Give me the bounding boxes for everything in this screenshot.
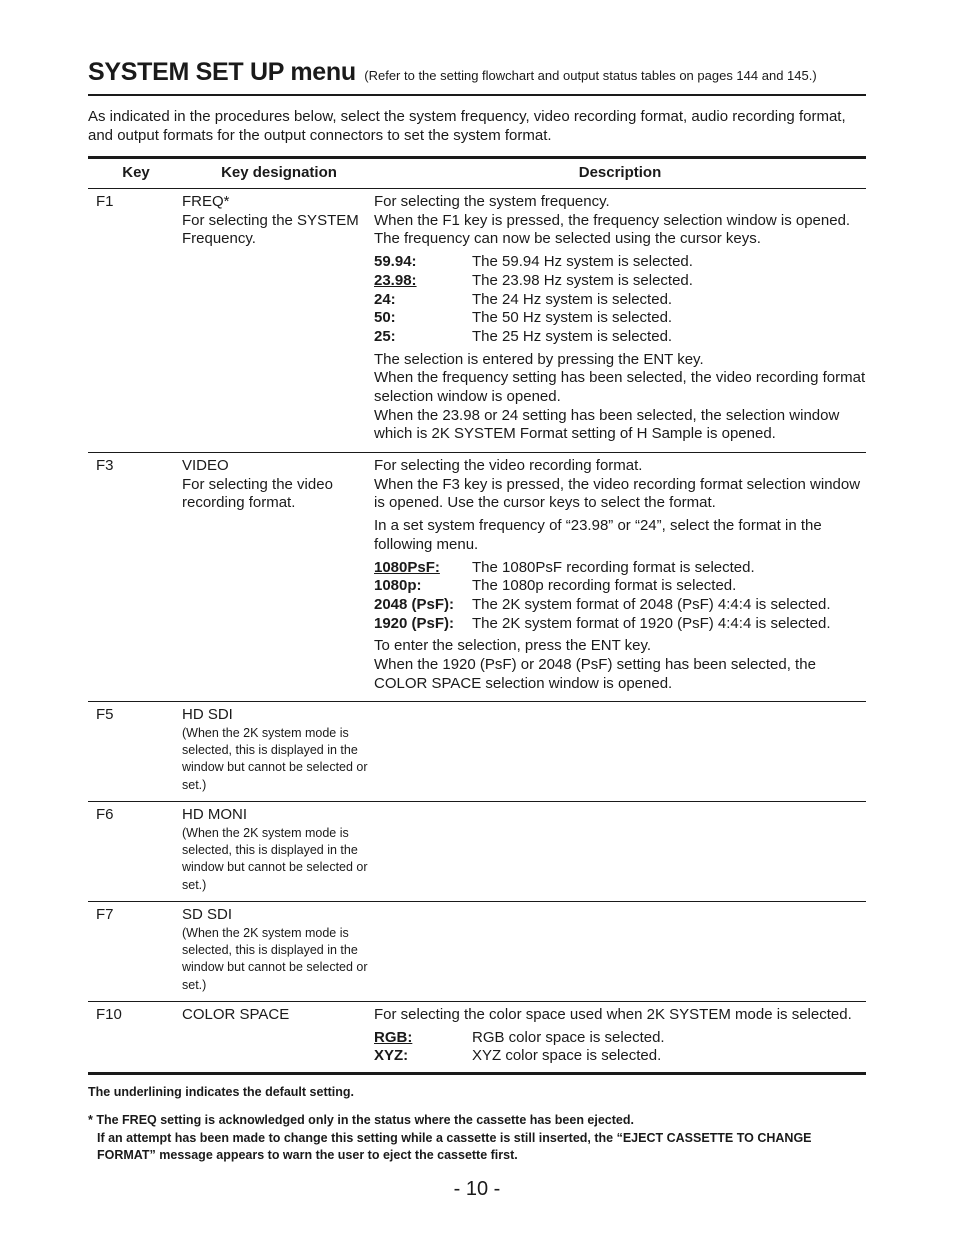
option-text: The 59.94 Hz system is selected. — [472, 253, 693, 271]
designation-cell — [174, 189, 374, 452]
option-key: 1080p: — [374, 577, 422, 595]
freq-note-line2: If an attempt has been made to change this setting while a cassette is still inserted, the “EJECT CASSETTE TO CHANGE FORMAT” message appears to warn the user to eject the cassette first. — [97, 1130, 812, 1162]
desc-line: When the frequency setting has been selected, the video recording format selection window is opened. — [374, 369, 866, 406]
option-key: 24: — [374, 290, 396, 308]
desc-line: When the 23.98 or 24 setting has been selected, the selection window which is 2K SYSTEM Format setting of H Sample is opened. — [374, 406, 840, 443]
description-outro — [374, 637, 866, 693]
key-cell: F3 — [96, 457, 114, 474]
key-cell: F1 — [96, 193, 114, 210]
designation-cell — [174, 453, 374, 701]
option-item — [374, 328, 866, 347]
key-cell: F7 — [96, 906, 114, 923]
header-designation: Key designation — [221, 164, 337, 181]
header-description: Description — [578, 164, 662, 181]
table-row-f3 — [88, 453, 866, 702]
desc-line: When the F3 key is pressed, the video recording format selection window is opened. Use the cursor keys to select the format. — [374, 475, 861, 512]
option-item-default — [374, 559, 866, 578]
designation-label: HD SDI — [182, 706, 233, 723]
designation-cell — [174, 802, 374, 901]
option-text: The 2K system format of 2048 (PsF) 4:4:4 is selected. — [472, 595, 831, 613]
freq-note-line1: * The FREQ setting is acknowledged only in the status where the cassette has been ejected. — [88, 1113, 634, 1127]
description-cell — [374, 189, 866, 452]
option-text: The 25 Hz system is selected. — [472, 327, 673, 345]
designation-label: VIDEO — [182, 457, 229, 474]
table-row-f7 — [88, 902, 866, 1002]
description-cell — [374, 702, 866, 801]
description-outro — [374, 351, 866, 445]
option-list — [374, 1029, 866, 1066]
description-intro: For selecting the color space used when 2K SYSTEM mode is selected. — [374, 1006, 852, 1023]
freq-footnote — [88, 1112, 866, 1165]
designation-note: (When the 2K system mode is selected, this is displayed in the window but cannot be selected or set.) — [182, 825, 368, 892]
option-key-underlined: RGB: — [374, 1028, 413, 1046]
option-item — [374, 309, 866, 328]
designation-label: COLOR SPACE — [182, 1006, 290, 1023]
page-title — [88, 58, 866, 96]
key-cell: F6 — [96, 806, 114, 823]
option-text: The 23.98 Hz system is selected. — [472, 271, 693, 289]
desc-line: To enter the selection, press the ENT key. — [374, 637, 652, 655]
designation-sub: For selecting the video recording format. — [182, 475, 333, 512]
designation-cell — [174, 1002, 374, 1072]
description-mid: In a set system frequency of “23.98” or “24”, select the format in the following menu. — [374, 517, 822, 553]
table-row-f5 — [88, 702, 866, 802]
table-row-f1 — [88, 189, 866, 453]
key-cell: F5 — [96, 706, 114, 723]
option-text: The 24 Hz system is selected. — [472, 290, 673, 308]
description-cell — [374, 1002, 866, 1072]
page-number: - 10 - — [453, 1178, 501, 1200]
option-list — [374, 253, 866, 347]
title-main: SYSTEM SET UP menu — [88, 58, 356, 86]
desc-line: For selecting the system frequency. — [374, 193, 610, 210]
desc-line: The selection is entered by pressing the ENT key. — [374, 350, 704, 368]
designation-label: FREQ* — [182, 193, 230, 210]
option-key — [374, 272, 472, 291]
description-cell — [374, 802, 866, 901]
menu-table — [88, 156, 866, 1075]
option-item-default — [374, 1029, 866, 1048]
option-item — [374, 1047, 866, 1066]
desc-line: The frequency can now be selected using the cursor keys. — [374, 230, 761, 248]
intro-paragraph: As indicated in the procedures below, select the system frequency, video recording format, audio recording format, and output formats for the output connectors to set the system format. — [88, 108, 846, 144]
designation-sub: For selecting the SYSTEM Frequency. — [182, 211, 359, 248]
table-row-f10 — [88, 1002, 866, 1072]
option-item — [374, 291, 866, 310]
designation-note: (When the 2K system mode is selected, this is displayed in the window but cannot be selected or set.) — [182, 925, 368, 992]
option-text: The 50 Hz system is selected. — [472, 309, 673, 327]
option-key-underlined: 1080PsF: — [374, 558, 440, 576]
option-key: 50: — [374, 309, 396, 327]
option-key: 59.94: — [374, 253, 417, 271]
description-intro — [374, 457, 866, 513]
option-key — [374, 1029, 472, 1048]
option-key: 25: — [374, 327, 396, 345]
option-item — [374, 596, 866, 615]
title-reference: (Refer to the setting flowchart and output status tables on pages 144 and 145.) — [364, 68, 817, 83]
option-key-underlined: 23.98: — [374, 271, 417, 289]
desc-line: For selecting the video recording format. — [374, 457, 643, 474]
header-key: Key — [122, 164, 150, 181]
option-key: 1920 (PsF): — [374, 614, 455, 632]
underline-note: The underlining indicates the default setting. — [88, 1085, 354, 1099]
designation-note: (When the 2K system mode is selected, this is displayed in the window but cannot be selected or set.) — [182, 725, 368, 792]
designation-cell — [174, 902, 374, 1001]
description-intro — [374, 193, 866, 249]
designation-cell — [174, 702, 374, 801]
option-text: The 2K system format of 1920 (PsF) 4:4:4 is selected. — [472, 614, 831, 632]
option-text: XYZ color space is selected. — [472, 1047, 662, 1065]
desc-line: When the 1920 (PsF) or 2048 (PsF) setting has been selected, the COLOR SPACE selection window is opened. — [374, 656, 816, 692]
option-text: The 1080PsF recording format is selected. — [472, 558, 755, 576]
option-key — [374, 559, 472, 578]
option-list — [374, 559, 866, 634]
option-key: 2048 (PsF): — [374, 595, 455, 613]
description-cell — [374, 902, 866, 1001]
option-text: The 1080p recording format is selected. — [472, 577, 737, 595]
option-text: RGB color space is selected. — [472, 1028, 665, 1046]
key-cell: F10 — [96, 1006, 122, 1023]
table-row-f6 — [88, 802, 866, 902]
description-cell — [374, 453, 866, 701]
option-item — [374, 615, 866, 634]
option-item — [374, 253, 866, 272]
table-header — [88, 159, 866, 189]
option-item — [374, 577, 866, 596]
option-key: XYZ: — [374, 1047, 409, 1065]
designation-label: HD MONI — [182, 806, 247, 823]
desc-line: When the F1 key is pressed, the frequency selection window is opened. — [374, 211, 851, 229]
designation-label: SD SDI — [182, 906, 233, 923]
option-item-default — [374, 272, 866, 291]
